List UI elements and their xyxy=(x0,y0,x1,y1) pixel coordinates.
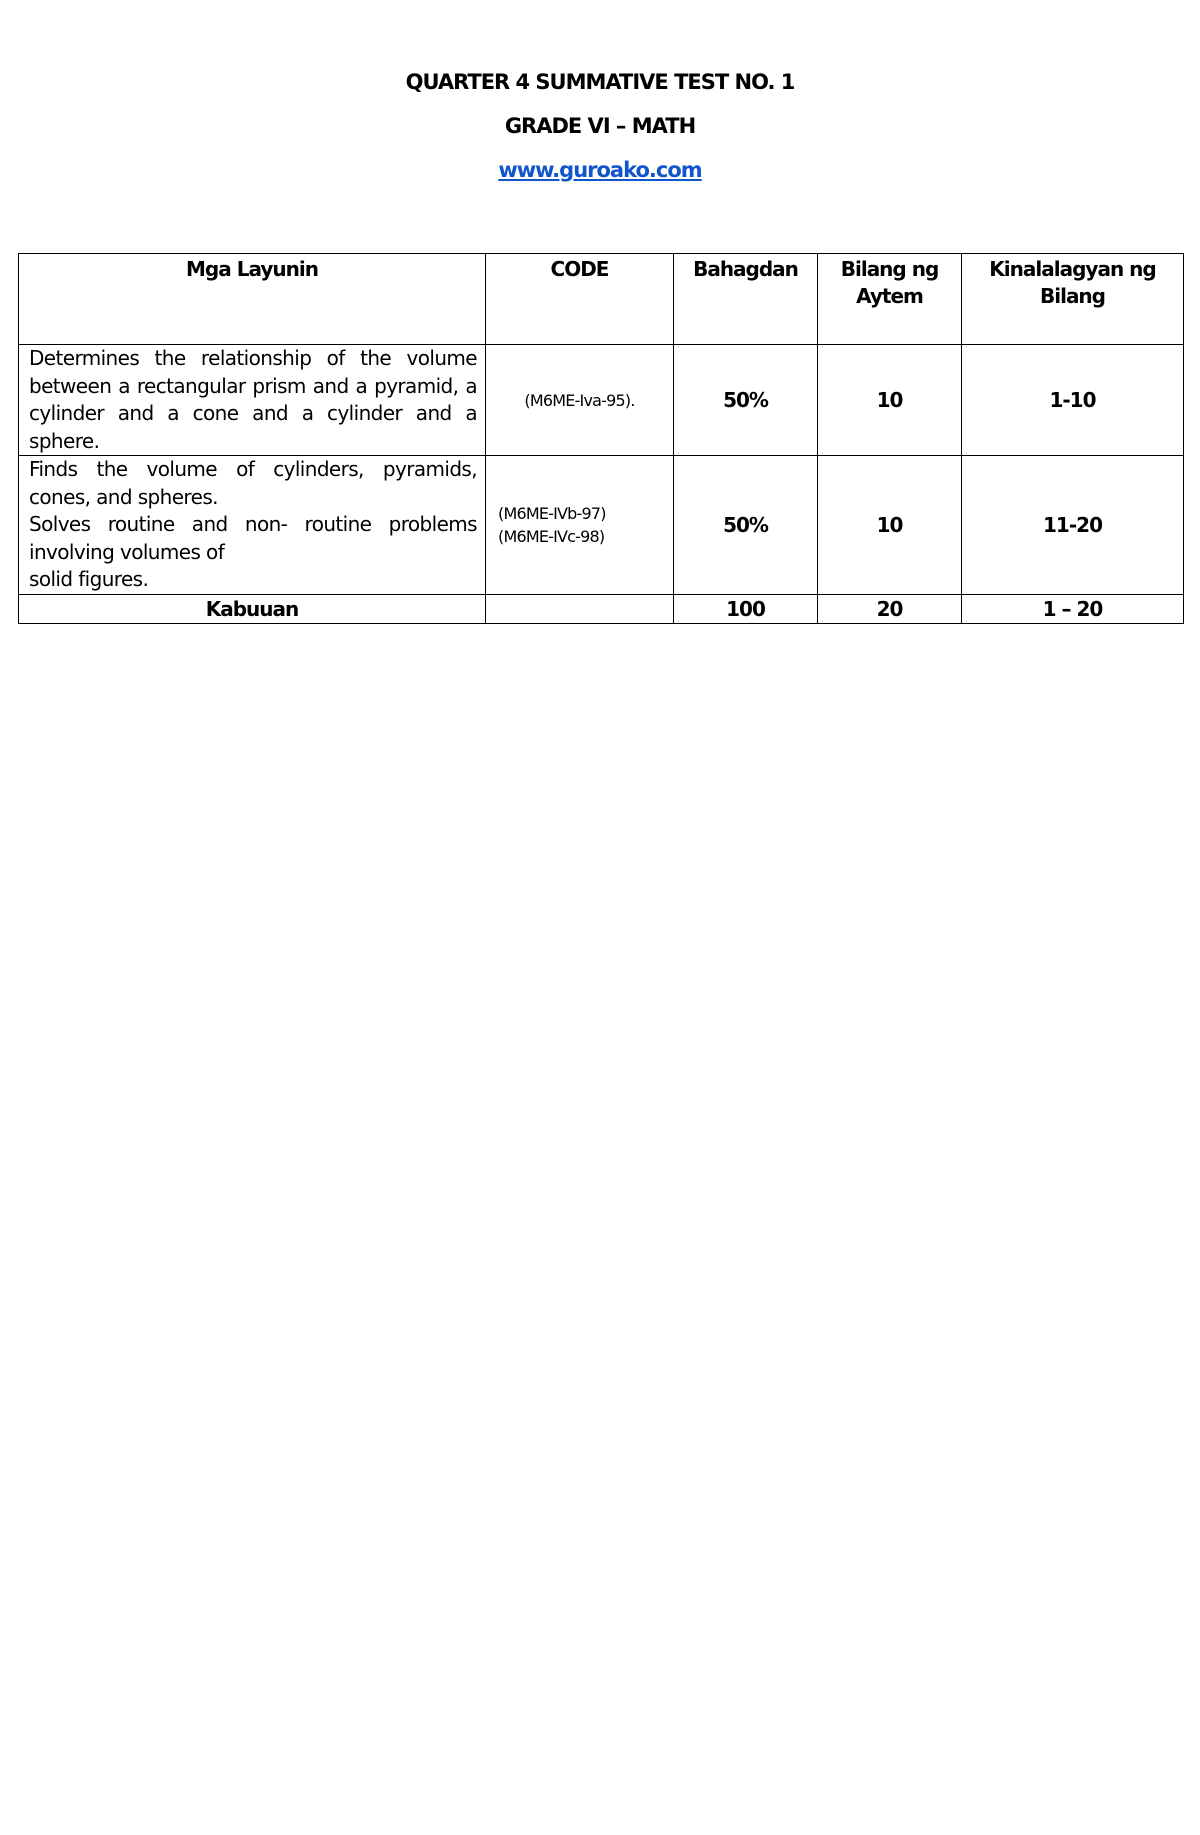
percentage-cell: 50% xyxy=(674,345,818,456)
table-row xyxy=(19,345,1184,456)
document-header xyxy=(0,70,1200,182)
table-total-row xyxy=(19,594,1184,623)
total-label: Kabuuan xyxy=(19,594,486,623)
objective-cell: Determines the relationship of the volume between a rectangular prism and a pyramid, a cylinder and a cone and a cylinder and a sphere. xyxy=(19,345,486,456)
code-cell: (M6ME-IVb-97) (M6ME-IVc-98) xyxy=(486,456,674,595)
total-percentage-cell: 100 xyxy=(674,594,818,623)
total-items-cell: 20 xyxy=(818,594,962,623)
code-cell: (M6ME-Iva-95). xyxy=(486,345,674,456)
objective-cell: Finds the volume of cylinders, pyramids, cones, and spheres. Solves routine and non- routine problems involving volumes of solid figures. xyxy=(19,456,486,595)
placement-cell: 11-20 xyxy=(962,456,1184,595)
table-header-row xyxy=(19,254,1184,345)
document-title: QUARTER 4 SUMMATIVE TEST NO. 1 xyxy=(405,70,795,94)
items-cell: 10 xyxy=(818,456,962,595)
specification-table xyxy=(18,253,1184,624)
website-link[interactable]: www.guroako.com xyxy=(498,158,702,182)
header-objectives: Mga Layunin xyxy=(19,254,486,345)
placement-cell: 1-10 xyxy=(962,345,1184,456)
total-placement-cell: 1 – 20 xyxy=(962,594,1184,623)
total-code-cell xyxy=(486,594,674,623)
header-code: CODE xyxy=(486,254,674,345)
header-items: Bilang ng Aytem xyxy=(818,254,962,345)
items-cell: 10 xyxy=(818,345,962,456)
percentage-cell: 50% xyxy=(674,456,818,595)
document-subtitle: GRADE VI – MATH xyxy=(504,114,696,138)
table-row xyxy=(19,456,1184,595)
header-placement: Kinalalagyan ng Bilang xyxy=(962,254,1184,345)
header-percentage: Bahagdan xyxy=(674,254,818,345)
